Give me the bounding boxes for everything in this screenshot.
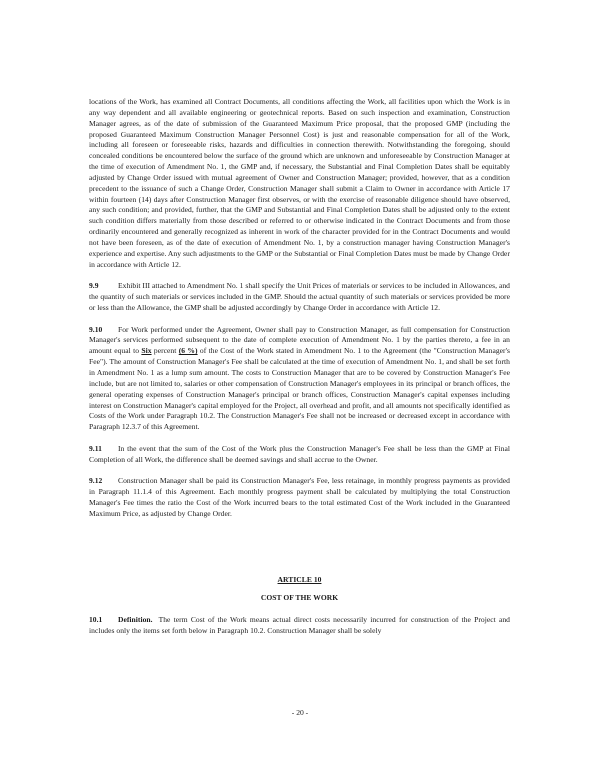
definition-title: Definition. bbox=[118, 615, 153, 625]
section-9-11 bbox=[89, 444, 510, 466]
section-number: 9.11 bbox=[89, 443, 102, 453]
article-title: COST OF THE WORK bbox=[260, 592, 339, 602]
page-number: - 20 - bbox=[291, 708, 309, 717]
section-text-before-fee: For Work performed under the Agreement, Owner shall pay to Construction Manager, as full compensation for Construction Manager's services performed subsequent to the date of complete execution of Amendment No. 1 by the parties thereto, a fee in an amount equal to bbox=[89, 324, 510, 356]
article-heading: ARTICLE 10 bbox=[277, 574, 322, 584]
fee-word: Six bbox=[141, 346, 152, 356]
fee-percent: (6 %) bbox=[178, 346, 198, 356]
section-text: In the event that the sum of the Cost of the Work plus the Construction Manager's Fee shall be less than the GMP at Final Completion of all Work, the difference shall be deemed savings and shall accrue to the Owner. bbox=[89, 443, 510, 464]
definition-text: The term Cost of the Work means actual direct costs necessarily incurred for construction of the Project and includes only the items set forth below in Paragraph 10.2. Construction Manager shall be solely bbox=[89, 615, 510, 636]
fee-percent-word: percent bbox=[153, 346, 177, 356]
section-text: Construction Manager shall be paid its Construction Manager's Fee, less retainage, in monthly progress payments as provided in Paragraph 11.1.4 of this Agreement. Each monthly progress payment shall be calculated by multiplying the total Construction Manager's Fee times the ratio the Cost of the Work incurred bears to the total estimated Cost of the Work included in the Guaranteed Maximum Price, as adjusted by Change Order. bbox=[89, 476, 510, 518]
section-number: 10.1 bbox=[89, 615, 103, 625]
section-number: 9.10 bbox=[89, 324, 103, 334]
section-9-10 bbox=[89, 325, 510, 433]
intro-paragraph: locations of the Work, has examined all Contract Documents, all conditions affecting the Work, all facilities upon which the Work is in any way dependent and all available engineering or geotechnical reports. Based on such inspection and examination, Construction Manager agrees, as of the date of submission of the Guaranteed Maximum Price proposal, that the proposed GMP (including the proposed Guaranteed Maximum Construction Manager Personnel Cost) is just and reasonable compensation for all of the Work, including all foreseen or foreseeable risks, hazards and difficulties in connection therewith. Notwithstanding the foregoing, should concealed conditions be encountered below the surface of the ground which are unknown and unforeseeable by Construction Manager at the time of execution of Amendment No. 1, the GMP and, if necessary, the Substantial and Final Completion Dates shall be equitably adjusted by Change Order issued with mutual agreement of Owner and Construction Manager; provided, however, that as a condition precedent to the issuance of such a Change Order, Construction Manager shall submit a Claim to Owner in accordance with Article 17 within fourteen (14) days after Construction Manager first observes, or with the exercise of reasonable diligence should have observed, any such condition; and provided, further, that the GMP and Substantial and Final Completion Dates shall be adjusted only to the extent such condition differs materially from those described or referred to or otherwise indicated in the Contract Documents and from those ordinarily encountered and generally recognized as inherent in work of the character provided for in the Contract Documents and would not have been foreseen, as of the date of execution of Amendment No. 1, by a construction manager having Construction Manager's experience and expertise. Any such adjustments to the GMP or the Substantial or Final Completion Dates must be made by Change Order in accordance with Article 12. bbox=[89, 97, 510, 269]
document-page bbox=[89, 97, 510, 648]
section-text-after-fee: of the Cost of the Work stated in Amendment No. 1 to the Agreement (the "Construction Manager's Fee"). The amount of Construction Manager's Fee shall be calculated at the time of execution of Amendment No. 1, and shall be set forth in Amendment No. 1 as a lump sum amount. The costs to Construction Manager that are to be covered by Construction Manager's Fee include, but are not limited to, salaries or other compensation of Construction Manager's employees in its principal or branch offices, the general operating expenses of Construction Manager's principal or branch offices, Construction Manager's capital expenses including interest on Construction Manager's capital employed for the Project, all overhead and profit, and all amounts not specifically identified as Costs of the Work under Paragraph 10.2. The Construction Manager's Fee shall not be increased or decreased except in accordance with Paragraph 12.3.7 of this Agreement. bbox=[89, 346, 510, 432]
section-9-12 bbox=[89, 476, 510, 519]
section-number: 9.9 bbox=[89, 281, 99, 291]
section-9-9 bbox=[89, 281, 510, 314]
section-number: 9.12 bbox=[89, 476, 103, 486]
section-10-1 bbox=[89, 615, 510, 637]
section-text: Exhibit III attached to Amendment No. 1 shall specify the Unit Prices of materials or services to be included in Allowances, and the quantity of such materials or services included in the GMP. Should the actual quantity of such materials or services provided be more or less than the Allowance, the GMP shall be adjusted accordingly by Change Order in accordance with Article 12. bbox=[89, 281, 510, 312]
